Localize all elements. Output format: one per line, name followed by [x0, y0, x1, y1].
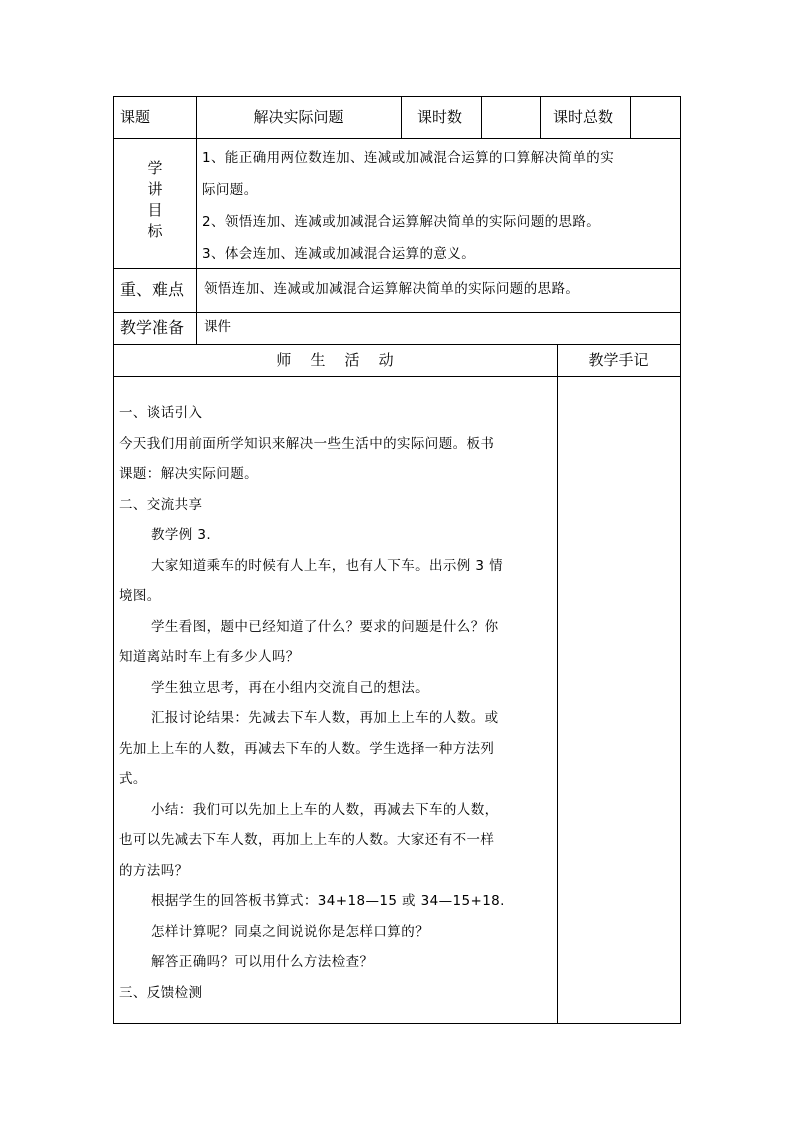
- preparation-label: 教学准备: [120, 318, 185, 337]
- activity-line: 三、反馈检测: [119, 984, 203, 1001]
- notes-header: 教学手记: [588, 350, 649, 369]
- key-points-label: 重、难点: [120, 280, 185, 299]
- activity-line: 一、谈话引入: [119, 405, 203, 421]
- activity-line: 知道离站时车上有多少人吗？: [119, 649, 300, 665]
- activity-line: 学生看图，题中已经知道了什么？要求的问题是什么？你: [151, 618, 499, 635]
- key-points-value: 领悟连加、连减或加减混合运算解决简单的实际问题的思路。: [204, 281, 580, 298]
- goals-label-char: 目: [147, 201, 163, 219]
- topic-label: 课题: [120, 107, 151, 126]
- activity-line: 教学例 3.: [151, 527, 212, 543]
- goals-label-char: 学: [147, 159, 163, 177]
- goal-line: 际问题。: [202, 182, 258, 198]
- activity-line: 境图。: [119, 588, 161, 604]
- activity-line: 式。: [119, 771, 147, 787]
- activity-line: 的方法吗？: [119, 862, 189, 879]
- activity-line: 汇报讨论结果：先减去下车人数，再加上上车的人数。或: [151, 710, 499, 726]
- activity-line: 也可以先减去下车人数，再加上上车的人数。大家还有不一样: [119, 832, 495, 848]
- activity-line: 二、交流共享: [119, 496, 203, 513]
- preparation-value: 课件: [204, 319, 231, 336]
- goals-text: [202, 142, 676, 270]
- activity-line: 课题：解决实际问题。: [119, 466, 258, 482]
- activity-line: 今天我们用前面所学知识来解决一些生活中的实际问题。板书: [119, 435, 495, 452]
- goal-line: 1、能正确用两位数连加、连减或加减混合运算的口算解决简单的实: [202, 150, 615, 166]
- activity-line: 根据学生的回答板书算式：34+18—15 或 34—15+18.: [151, 893, 505, 909]
- hours-value: [481, 96, 540, 138]
- goal-line: 3、体会连加、连减或加减混合运算的意义。: [202, 246, 476, 262]
- activity-line: 先加上上车的人数，再减去下车的人数。学生选择一种方法列: [119, 740, 495, 757]
- activity-header: 师 生 活 动: [276, 350, 394, 369]
- goals-label: [131, 158, 179, 242]
- total-hours-label: 课时总数: [553, 107, 614, 126]
- hours-label: 课时数: [417, 107, 463, 126]
- topic-value: 解决实际问题: [253, 107, 344, 126]
- goals-label-char: 讲: [147, 180, 163, 198]
- activity-line: 学生独立思考，再在小组内交流自己的想法。: [151, 679, 429, 696]
- activity-line: 大家知道乘车的时候有人上车，也有人下车。出示例 3 情: [151, 557, 503, 574]
- activity-line: 怎样计算呢？同桌之间说说你是怎样口算的？: [151, 923, 429, 940]
- total-hours-value: [630, 96, 680, 138]
- activity-body: [119, 398, 553, 1008]
- activity-line: 解答正确吗？可以用什么方法检查？: [151, 954, 374, 970]
- activity-line: 小结：我们可以先加上上车的人数，再减去下车的人数，: [151, 801, 499, 818]
- goals-label-char: 标: [147, 222, 163, 240]
- goal-line: 2、领悟连加、连减或加减混合运算解决简单的实际问题的思路。: [202, 214, 601, 230]
- notes-column: [558, 377, 680, 1023]
